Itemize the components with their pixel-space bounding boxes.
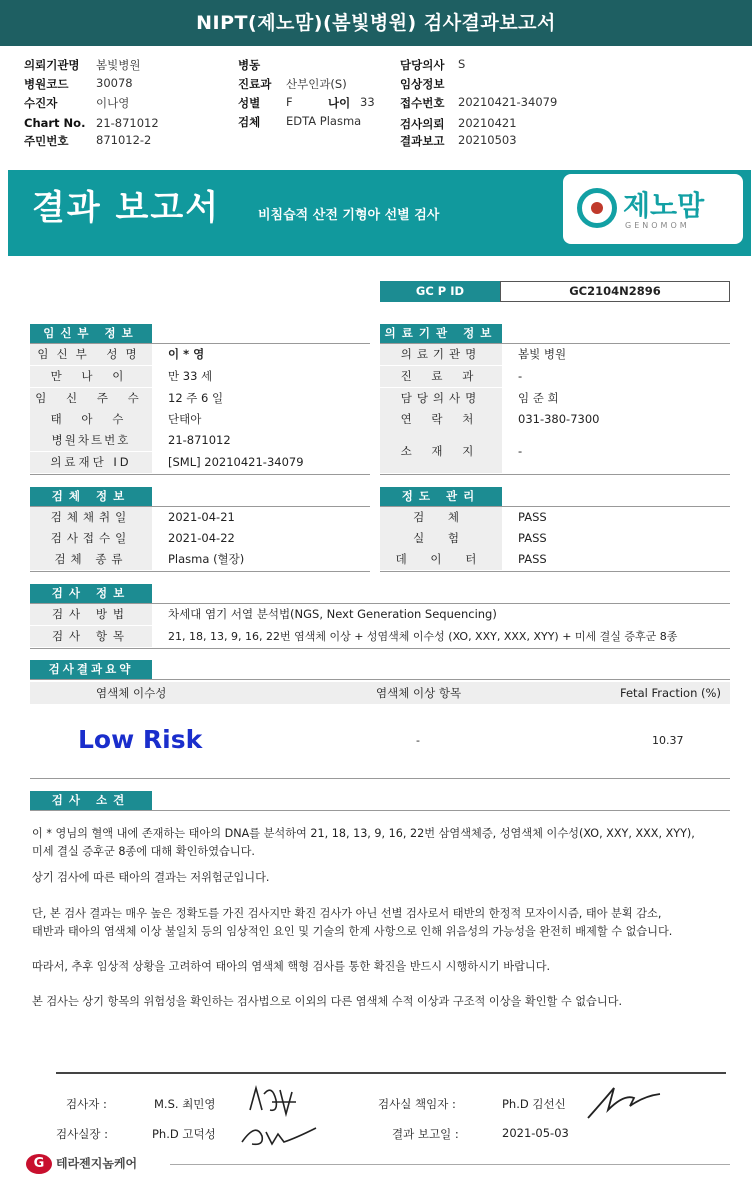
risk-result: Low Risk xyxy=(78,725,203,754)
chief-name: Ph.D 고덕성 xyxy=(152,1127,216,1141)
chief-label: 검사실장 : xyxy=(56,1127,108,1141)
age-label: 나이 xyxy=(328,96,351,110)
pregnant-info-heading: 임신부 정보 xyxy=(30,324,152,343)
rrn-value: 871012-2 xyxy=(96,133,152,147)
chief-signature xyxy=(236,1118,322,1154)
chart-label: Chart No. xyxy=(24,116,86,130)
col-fetal-fraction: Fetal Fraction (%) xyxy=(620,686,721,700)
result-banner xyxy=(8,170,751,256)
findings-heading: 검사 소견 xyxy=(30,791,152,810)
dept-value: 산부인과(S) xyxy=(286,77,347,91)
test-info-heading: 검사 정보 xyxy=(30,584,152,603)
logo-subtext: GENOMOM xyxy=(625,221,690,230)
specimen-label: 검체 xyxy=(238,115,261,129)
hospital-value: 봄빛병원 xyxy=(96,58,141,72)
lab-head-name: Ph.D 김선신 xyxy=(502,1097,566,1111)
qc-row: 실 험 PASS xyxy=(380,528,730,549)
report-title: NIPT(제노맘)(봄빛병원) 검사결과보고서 xyxy=(0,0,752,46)
dept-label: 진료과 xyxy=(238,77,272,91)
report-value: 20210503 xyxy=(458,133,517,147)
ward-label: 병동 xyxy=(238,58,261,72)
findings-paragraph: 상기 검사에 따른 태아의 결과는 저위험군입니다. xyxy=(32,871,270,884)
genomom-logo xyxy=(563,174,743,244)
patient-value: 이나영 xyxy=(96,96,130,110)
theragen-logo-icon: G xyxy=(26,1154,52,1174)
rrn-label: 주민번호 xyxy=(24,134,69,148)
specimen-row: 검사접수일 2021-04-22 xyxy=(30,528,370,549)
pregnant-row: 태 아 수 단태아 xyxy=(30,409,370,430)
receipt-value: 20210421-34079 xyxy=(458,95,558,109)
chart-value: 21-871012 xyxy=(96,116,159,130)
tester-signature xyxy=(242,1080,302,1120)
pregnant-row: 의료재단 ID [SML] 20210421-34079 xyxy=(30,452,370,473)
institution-row: 의료기관명 봄빛 병원 xyxy=(380,344,730,365)
doctor-value: S xyxy=(458,57,466,71)
pregnant-row: 임 신 주 수 12 주 6 일 xyxy=(30,388,370,409)
doctor-label: 담당의사 xyxy=(400,58,445,72)
sex-label: 성별 xyxy=(238,96,261,110)
theragen-logo: G 테라젠지놈케어 xyxy=(26,1154,137,1174)
patient-label: 수진자 xyxy=(24,96,58,110)
banner-title: 결과 보고서 xyxy=(32,188,221,228)
request-value: 20210421 xyxy=(458,116,517,130)
summary-heading: 검사결과요약 xyxy=(30,660,152,679)
gcp-id-label: GC P ID xyxy=(380,281,500,302)
qc-heading: 정도 관리 xyxy=(380,487,502,506)
request-label: 검사의뢰 xyxy=(400,117,445,131)
specimen-row: 검체 종류 Plasma (혈장) xyxy=(30,549,370,570)
institution-row: 소 재 지 - xyxy=(380,430,730,473)
tester-name: M.S. 최민영 xyxy=(154,1097,216,1111)
pregnant-row: 만 나 이 만 33 세 xyxy=(30,366,370,387)
pregnant-row: 임신부 성명 이 * 영 xyxy=(30,344,370,365)
specimen-row: 검체채취일 2021-04-21 xyxy=(30,507,370,528)
report-date-label: 결과 보고일 : xyxy=(392,1127,459,1141)
logo-text: 제노맘 xyxy=(623,189,705,222)
lab-head-label: 검사실 책임자 : xyxy=(378,1097,456,1111)
findings-paragraph: 본 검사는 상기 항목의 위험성을 확인하는 검사법으로 이외의 다른 염색체 수적 이상과 구조적 이상을 확인할 수 없습니다. xyxy=(32,995,623,1008)
clinical-label: 임상정보 xyxy=(400,77,445,91)
test-row: 검사 항목 21, 18, 13, 9, 16, 22번 염색체 이상 + 성염색체 이수성 (XO, XXY, XXX, XYY) + 미세 결실 증후군 8종 xyxy=(30,626,730,647)
qc-row: 데 이 터 PASS xyxy=(380,549,730,570)
col-aneuploidy: 염색체 이수성 xyxy=(96,686,167,700)
findings-paragraph: 따라서, 추후 임상적 상황을 고려하여 태아의 염색체 핵형 검사를 통한 확진을 반드시 시행하시기 바랍니다. xyxy=(32,960,551,973)
institution-row: 담당의사명 임 준 희 xyxy=(380,388,730,409)
col-abnormal-items: 염색체 이상 항목 xyxy=(376,686,462,700)
header-info xyxy=(0,52,752,152)
specimen-info-heading: 검체 정보 xyxy=(30,487,152,506)
gcp-id-value: GC2104N2896 xyxy=(500,281,730,302)
institution-row: 진 료 과 - xyxy=(380,366,730,387)
summary-header-row xyxy=(30,682,730,704)
findings-paragraph: 단, 본 검사 결과는 매우 높은 정확도를 가진 검사지만 확진 검사가 아닌 선별 검사로서 태반의 한정적 모자이시즘, 태아 분획 감소, 태반과 태아의 염색체 이상 불일치 등의 임상적인 요인 및 기술의 한계 사항으로 인해 위음성의 가능성을 완전히 배제할 수 없습니다. xyxy=(32,907,673,938)
code-label: 병원코드 xyxy=(24,77,69,91)
fetal-fraction-value: 10.37 xyxy=(652,734,684,747)
report-label: 결과보고 xyxy=(400,134,445,148)
report-date-value: 2021-05-03 xyxy=(502,1126,569,1140)
sex-value: F xyxy=(286,95,293,109)
banner-subtitle: 비침습적 산전 기형아 선별 검사 xyxy=(258,208,440,223)
age-value: 33 xyxy=(360,95,375,109)
test-row: 검사 방법 차세대 염기 서열 분석법(NGS, Next Generation Sequencing) xyxy=(30,604,730,625)
institution-info-heading: 의료기관 정보 xyxy=(380,324,502,343)
receipt-label: 접수번호 xyxy=(400,96,445,110)
qc-row: 검 체 PASS xyxy=(380,507,730,528)
hospital-label: 의뢰기관명 xyxy=(24,58,80,72)
pregnant-row: 병원차트번호 21-871012 xyxy=(30,430,370,451)
tester-label: 검사자 : xyxy=(66,1097,107,1111)
findings-paragraph: 이 * 영님의 혈액 내에 존재하는 태아의 DNA를 분석하여 21, 18, 13, 9, 16, 22번 삼염색체증, 성염색체 이수성(XO, XXY, XXX, XYY), 미세 결실 증후군 8종에 대해 확인하였습니다. xyxy=(32,827,695,858)
code-value: 30078 xyxy=(96,76,133,90)
institution-row: 연 락 처 031-380-7300 xyxy=(380,409,730,430)
abnormal-value: - xyxy=(416,734,420,747)
logo-icon xyxy=(577,188,617,228)
specimen-value: EDTA Plasma xyxy=(286,114,362,128)
lab-head-signature xyxy=(584,1080,664,1122)
